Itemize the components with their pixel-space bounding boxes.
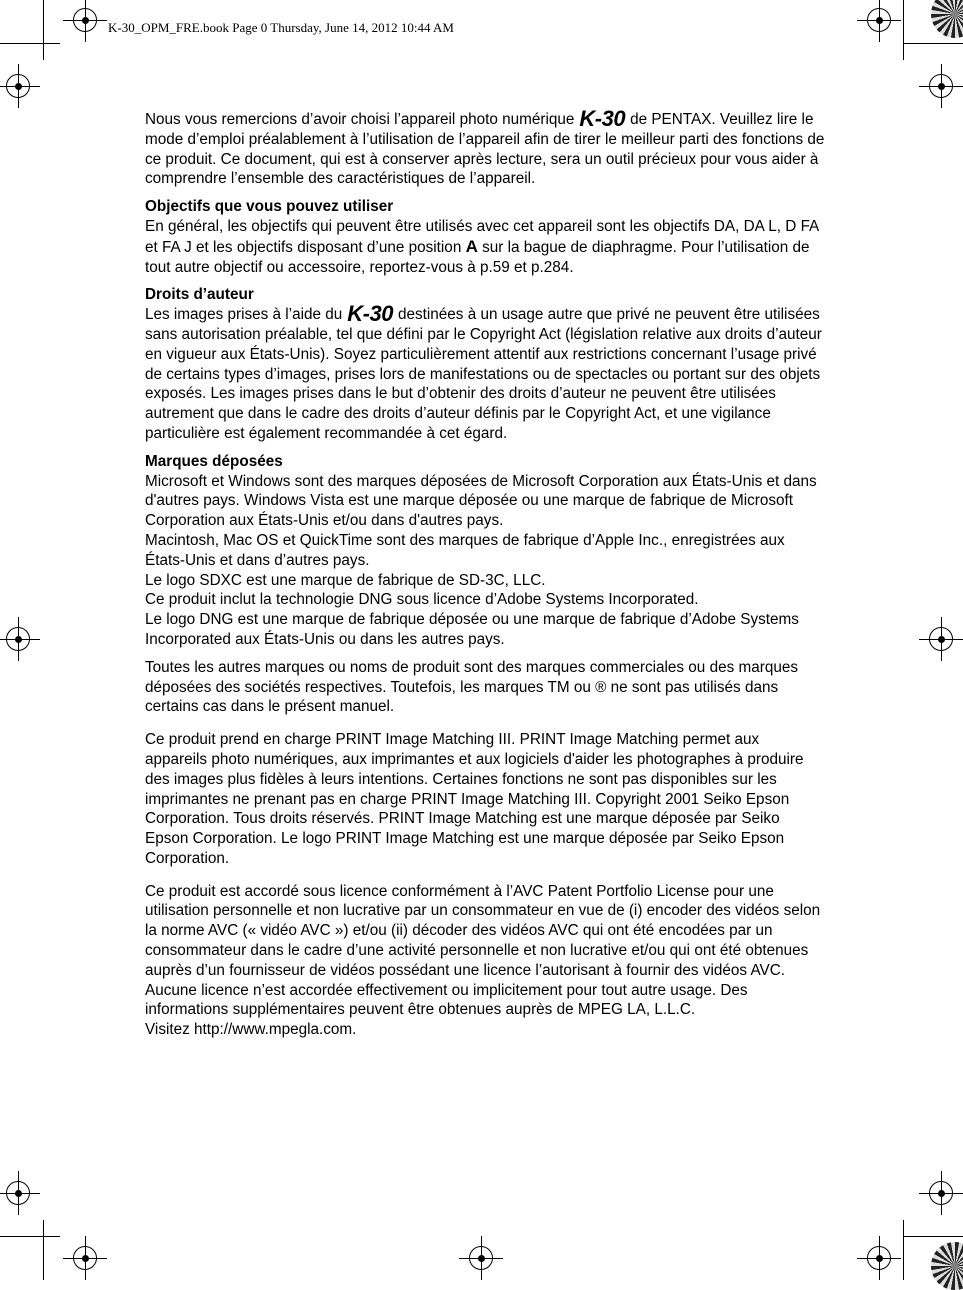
mpegla-visit-line: Visitez http://www.mpegla.com. (145, 1021, 357, 1039)
other-trademarks-paragraph: Toutes les autres marques ou noms de produit sont des marques commerciales ou des marques déposées des sociétés respectives. Toutefois, les marques TM ou ® ne sont pas utilisés dans certains cas dans le présent manuel. (145, 658, 798, 716)
trademark-line: Microsoft et Windows sont des marques déposées de Microsoft Corporation aux États-Unis et dans d'autres pays. Windows Vista est une marque déposée ou une marque de fabrique de Microsoft Corporation aux États-Unis et/ou dans d'autres pays. (145, 472, 817, 530)
trademark-line: Le logo DNG est une marque de fabrique déposée ou une marque de fabrique d’Adobe Systems Incorporated aux États-Unis ou dans les autres pays. (145, 611, 799, 648)
print-header: K-30_OPM_FRE.book Page 0 Thursday, June 14, 2012 10:44 AM (108, 20, 454, 35)
print-image-matching-paragraph: Ce produit prend en charge PRINT Image Matching III. PRINT Image Matching permet aux appareils photo numériques, aux imprimantes et aux logiciels d'aider les photographes à produire des images plus fidèles à leurs intentions. Certaines fonctions ne sont pas disponibles sur les imprimantes ne prenant pas en charge PRINT Image Matching III. Copyright 2001 Seiko Epson Corporation. Tous droits réservés. PRINT Image Matching est une marque déposée par Seiko Epson Corporation. Le logo PRINT Image Matching est une marque déposée par Seiko Epson Corporation. (145, 731, 804, 867)
intro-paragraph: Nous vous remercions d’avoir choisi l’appareil photo numérique K-30 de PENTAX. Veuillez lire le mode d’emploi préalablement à l’utilisation de l’appareil afin de tirer le meilleur parti des fonctions de ce produit. Ce document, qui est à conserver après lecture, sera un outil précieux pour vous aider à comprendre l’ensemble des caractéristiques de l’appareil. (145, 106, 825, 188)
color-target-bottom-right (931, 1242, 963, 1290)
copyright-title: Droits d’auteur (145, 286, 254, 304)
avc-license-paragraph: Ce produit est accordé sous licence conformément à l’AVC Patent Portfolio License pour une utilisation personnelle et non lucrative par un consommateur en vue de (i) encoder des vidéos selon la norme AVC (« vidéo AVC ») et/ou (ii) décoder des vidéos AVC qui ont été encodées par un consommateur dans le cadre d’une activité personnelle et non lucrative et/ou qui ont été obtenues auprès d’un fournisseur de vidéos possédant une licence l’autorisant à fournir des vidéos AVC. Aucune licence n’est accordée effectivement ou implicitement pour tout autre usage. Des informations supplémentaires peuvent être obtenues auprès de MPEG LA, L.L.C. (145, 882, 821, 1019)
k30-logo: K-30 (347, 301, 393, 327)
aperture-a-symbol: A (465, 236, 478, 256)
trademark-line: Macintosh, Mac OS et QuickTime sont des marques de fabrique d’Apple Inc., enregistrées aux États-Unis et dans d’autres pays. (145, 531, 785, 569)
trademark-line: Le logo SDXC est une marque de fabrique de SD-3C, LLC. (145, 571, 546, 589)
color-target-top-right (931, 0, 963, 38)
lenses-paragraph: En général, les objectifs qui peuvent être utilisés avec cet appareil sont les objectifs DA, DA L, D FA et FA J et les objectifs disposant d’une position A sur la bague de diaphragme. Pour l’utilisation de tout autre objectif ou accessoire, reportez-vous à p.59 et p.284. (145, 217, 819, 276)
page-content (145, 106, 825, 1040)
lenses-title: Objectifs que vous pouvez utiliser (145, 198, 394, 216)
copyright-paragraph: Les images prises à l’aide du K-30 destinées à un usage autre que privé ne peuvent être utilisées sans autorisation préalable, tel que défini par le Copyright Act (législation relative aux droits d’auteur en vigueur aux États-Unis). Soyez particulièrement attentif aux restrictions concernant l’usage privé de certains types d’images, prises lors de manifestations ou de spectacles ou portant sur des objets exposés. Les images prises dans le but d’obtenir des droits d’auteur ne peuvent être utilisées autrement que dans le cadre des droits d’auteur définis par le Copyright Act, et une vigilance particulière est également recommandée à cet égard. (145, 301, 822, 442)
trademark-line: Ce produit inclut la technologie DNG sous licence d’Adobe Systems Incorporated. (145, 591, 699, 609)
trademarks-title: Marques déposées (145, 452, 283, 470)
k30-logo: K-30 (579, 106, 626, 131)
